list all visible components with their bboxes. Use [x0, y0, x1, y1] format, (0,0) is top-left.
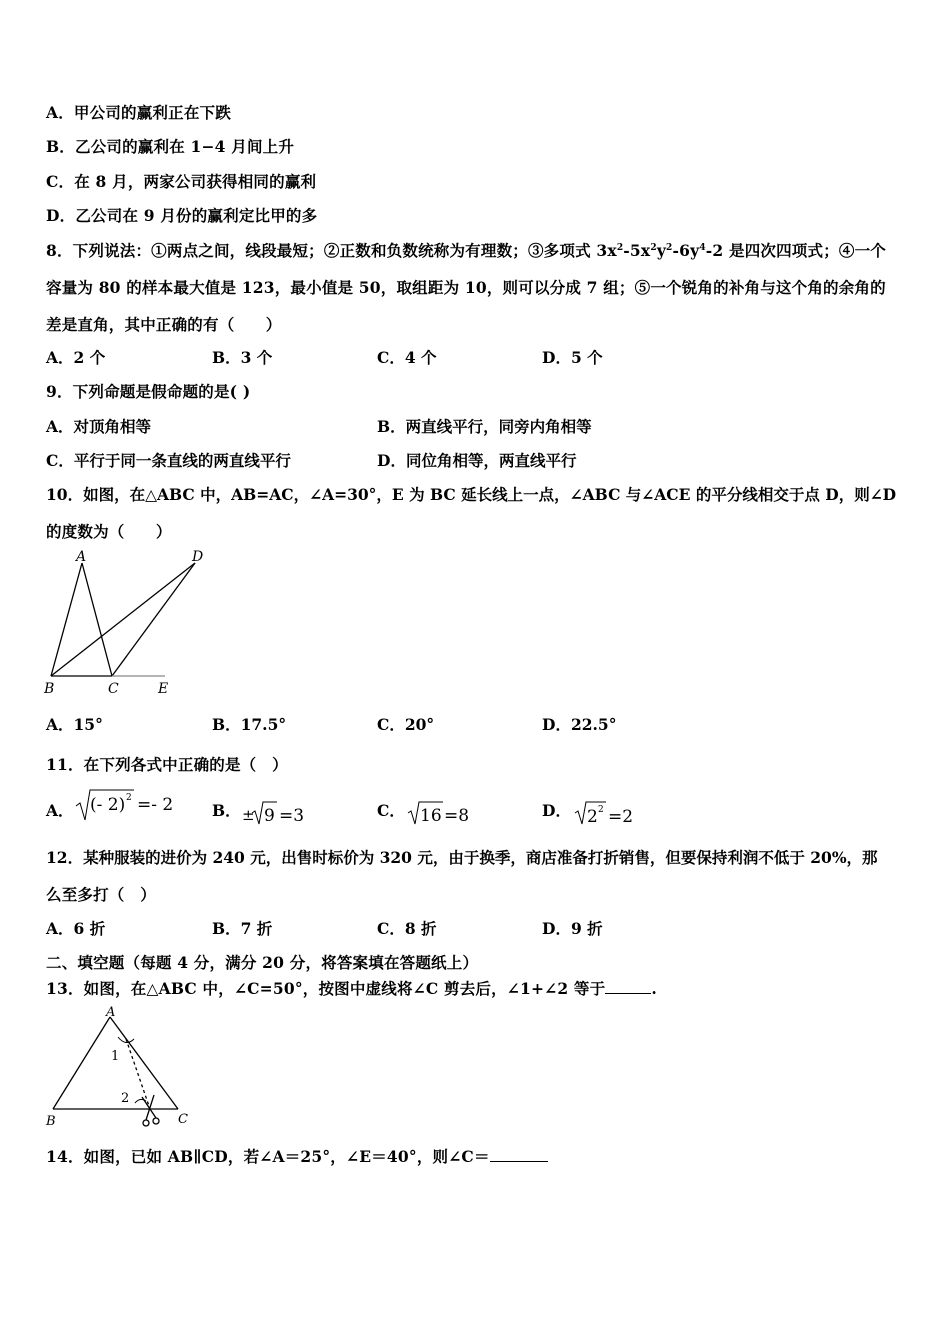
q11-c-result: =8: [444, 806, 470, 826]
q9-option-c: C．平行于同一条直线的两直线平行: [46, 451, 291, 470]
q8-option-d: D．5 个: [542, 348, 603, 367]
q11-a-exponent: 2: [126, 793, 132, 803]
q11-b-result: =3: [279, 806, 305, 826]
q13-answer-blank[interactable]: [605, 979, 651, 994]
q11-a-radicand: (- 2): [90, 795, 126, 815]
q10-segment-ac: [82, 563, 112, 676]
q13-label-b: B: [46, 1114, 56, 1129]
q8-stem-line3: 差是直角，其中正确的有（ ）: [46, 315, 282, 334]
q7-option-b: B．乙公司的赢利在 1−4 月间上升: [46, 137, 295, 156]
q14-answer-blank[interactable]: [490, 1147, 548, 1162]
q10-segment-cd: [112, 563, 195, 676]
q13-label-2: 2: [121, 1091, 130, 1106]
q11-option-b-formula: [241, 796, 321, 828]
q11-b-prefix: ±: [242, 806, 255, 824]
q8-stem-line1: 8．下列说法：①两点之间，线段最短；②正数和负数统称为有理数；③多项式 $3x^2-5x^2y^2-6y^4-2$ 是四次四项式；④一个: [46, 241, 887, 260]
section-2-heading: 二、填空题（每题 4 分，满分 20 分，将答案填在答题纸上）: [46, 953, 479, 972]
q11-option-d-letter: D．: [542, 801, 571, 820]
q10-stem-line1: 10．如图，在△ABC 中，AB=AC，∠A=30°，E 为 BC 延长线上一点，∠ABC 与∠ACE 的平分线相交于点 D，则∠D: [46, 485, 897, 504]
q11-option-a-letter: A．: [46, 801, 74, 820]
q10-option-c: C．20°: [377, 715, 435, 734]
q11-b-radicand: 9: [264, 806, 275, 826]
q11-option-d-formula: [574, 796, 654, 828]
q13-stem: 13．如图，在△ABC 中，∠C=50°，按图中虚线将∠C 剪去后，∠1+∠2 等于 .: [46, 979, 657, 998]
q11-option-a-formula: [74, 786, 184, 824]
q10-option-b: B．17.5°: [212, 715, 287, 734]
q12-stem-line2: 么至多打（ ）: [46, 885, 156, 904]
q11-d-radicand: 2: [587, 807, 598, 827]
q12-option-b: B．7 折: [212, 919, 273, 938]
q12-stem-line1: 12．某种服装的进价为 240 元，出售时标价为 320 元，由于换季，商店准备打折销售，但要保持利润不低于 20%，那: [46, 848, 878, 867]
q10-label-e: E: [158, 681, 169, 697]
q8-option-a: A．2 个: [46, 348, 106, 367]
q10-segment-ab: [51, 563, 82, 676]
q13-segment-ab: [53, 1017, 110, 1109]
q10-segment-bd: [51, 563, 195, 676]
q10-stem-line2: 的度数为（ ）: [46, 522, 172, 541]
q9-stem: 9．下列命题是假命题的是( ): [46, 382, 251, 401]
q11-option-c-formula: [407, 796, 487, 828]
q10-label-a: A: [76, 549, 87, 565]
q13-label-a: A: [106, 1005, 116, 1020]
q8-option-c: C．4 个: [377, 348, 437, 367]
q7-option-c: C．在 8 月，两家公司获得相同的赢利: [46, 172, 317, 191]
q12-option-a: A．6 折: [46, 919, 106, 938]
q11-d-result: =2: [608, 807, 634, 827]
q10-option-a: A．15°: [46, 715, 103, 734]
q7-option-d: D．乙公司在 9 月份的赢利定比甲的多: [46, 206, 318, 225]
q7-option-a: A．甲公司的赢利正在下跌: [46, 103, 231, 122]
q13-label-1: 1: [111, 1049, 120, 1064]
q10-triangle-figure: [40, 545, 220, 700]
q8-stem-line2: 容量为 80 的样本最大值是 123，最小值是 50，取组距为 10，则可以分成 7 组；⑤一个锐角的补角与这个角的余角的: [46, 278, 886, 297]
q12-option-c: C．8 折: [377, 919, 437, 938]
q11-stem: 11．在下列各式中正确的是（ ）: [46, 755, 288, 774]
q9-option-d: D．同位角相等，两直线平行: [377, 451, 577, 470]
q11-option-b-letter: B．: [212, 801, 241, 820]
q11-option-c-letter: C．: [377, 801, 405, 820]
q10-label-d: D: [192, 549, 204, 565]
q10-label-c: C: [108, 681, 119, 697]
q11-d-exponent: 2: [598, 805, 604, 815]
q10-label-b: B: [44, 681, 55, 697]
q13-cut-line: [126, 1039, 150, 1109]
q8-option-b: B．3 个: [212, 348, 273, 367]
q11-a-result: =- 2: [137, 795, 174, 815]
q10-option-d: D．22.5°: [542, 715, 617, 734]
q12-option-d: D．9 折: [542, 919, 603, 938]
q14-stem: 14．如图，已如 AB∥CD，若∠A＝25°，∠E＝40°，则∠C＝: [46, 1145, 548, 1167]
q13-label-c: C: [178, 1112, 188, 1127]
q9-option-b: B．两直线平行，同旁内角相等: [377, 417, 592, 436]
q13-triangle-figure: [40, 1003, 200, 1130]
q11-c-radicand: 16: [420, 806, 442, 826]
q9-option-a: A．对顶角相等: [46, 417, 152, 436]
